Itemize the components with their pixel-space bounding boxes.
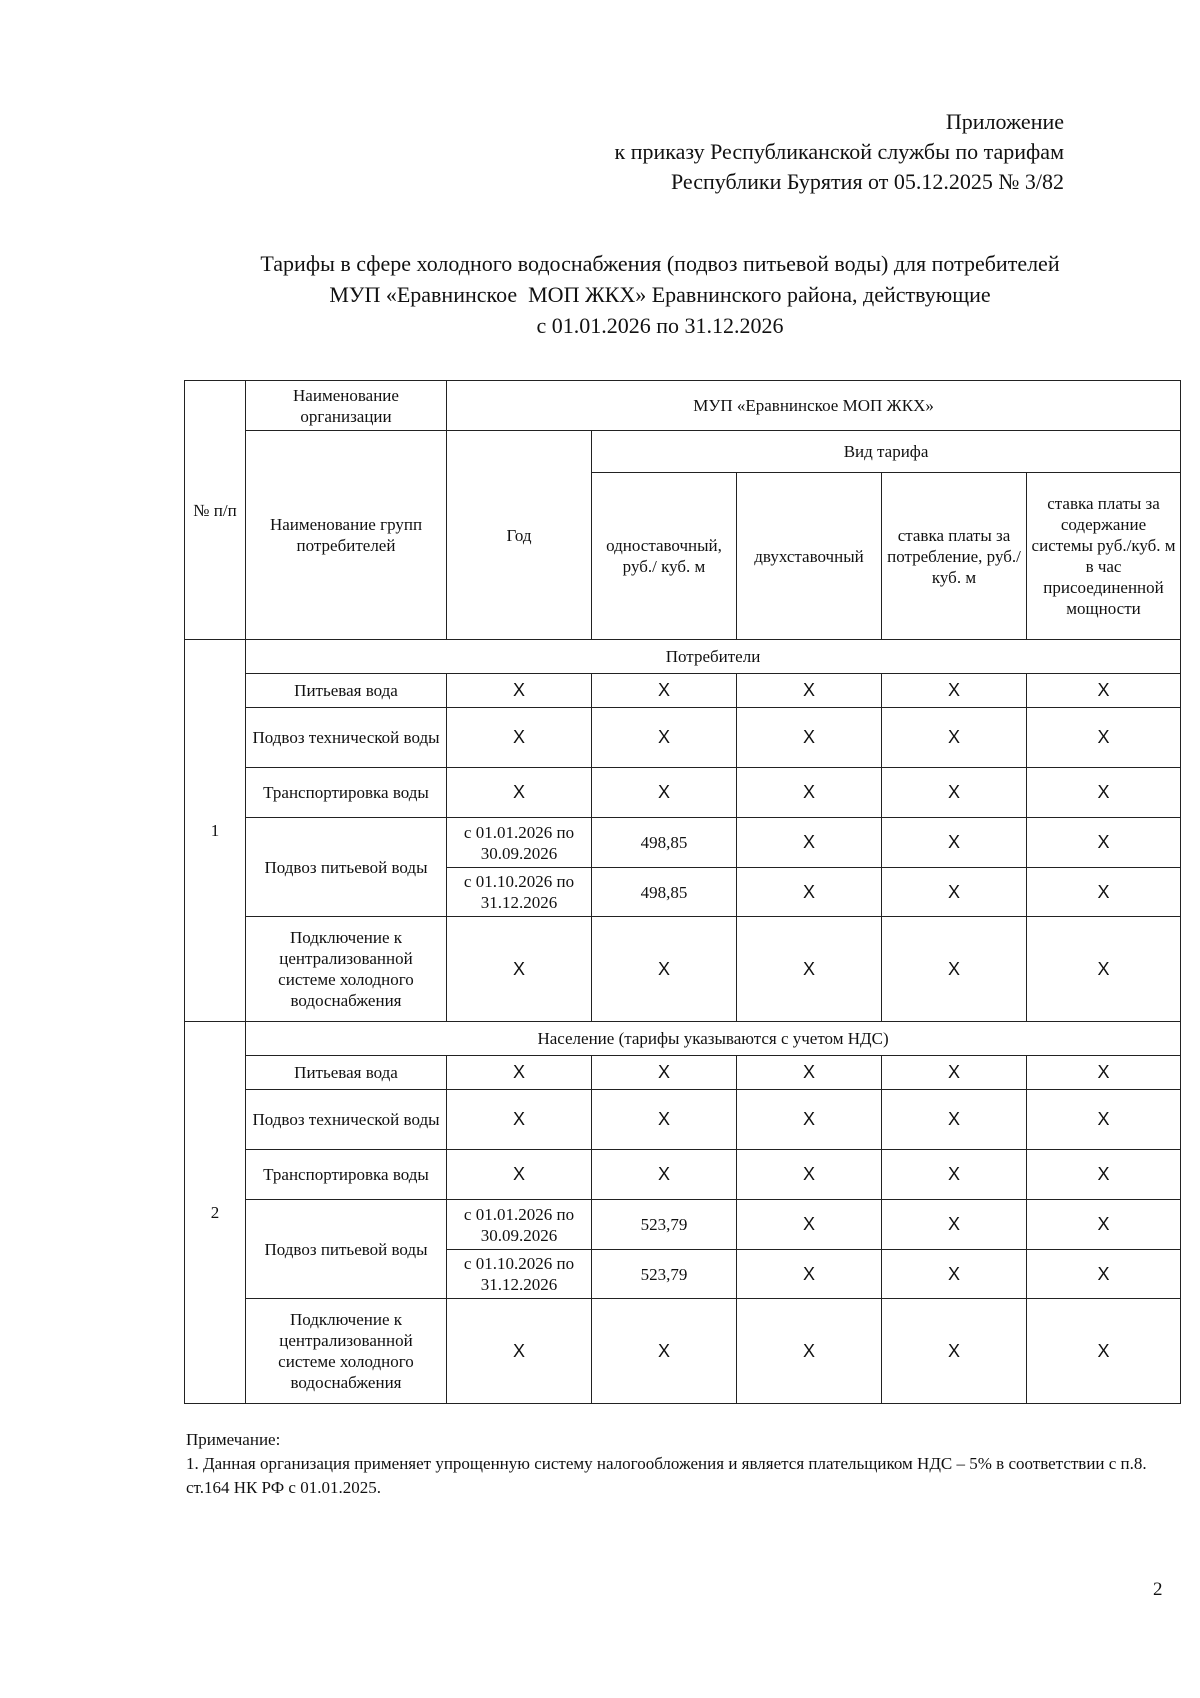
appendix-line-2: к приказу Республиканской службы по тарифам <box>614 139 1064 164</box>
title-line-1: Тарифы в сфере холодного водоснабжения (подвоз питьевой воды) для потребителей <box>260 251 1060 276</box>
value-cell: X <box>447 708 592 768</box>
value-cell: X <box>447 1299 592 1404</box>
value-cell: X <box>1027 708 1181 768</box>
value-cell: X <box>882 768 1027 818</box>
value-cell: X <box>592 1299 737 1404</box>
value-cell: X <box>737 708 882 768</box>
section-title-row <box>185 1022 1181 1056</box>
tariff-table <box>184 380 1181 1404</box>
consumer-group-name: Подвоз технической воды <box>246 1090 447 1150</box>
consumer-group-name: Подключение к централизованной системе холодного водоснабжения <box>246 1299 447 1404</box>
section-title-row <box>185 640 1181 674</box>
tariff-col-single-rate: одноставочный, руб./ куб. м <box>592 473 737 640</box>
value-cell: X <box>882 818 1027 868</box>
year-label: Год <box>447 431 592 640</box>
period-cell: с 01.10.2026 по 31.12.2026 <box>447 868 592 917</box>
value-cell: X <box>882 868 1027 917</box>
consumer-group-name: Транспортировка воды <box>246 768 447 818</box>
value-cell: X <box>447 674 592 708</box>
value-cell: X <box>882 1090 1027 1150</box>
appendix-line-3: Республики Бурятия от 05.12.2025 № 3/82 <box>670 169 1064 194</box>
value-cell: X <box>592 1056 737 1090</box>
value-cell: X <box>1027 868 1181 917</box>
value-cell: X <box>882 1200 1027 1250</box>
value-cell: X <box>592 1150 737 1200</box>
value-cell: X <box>1027 674 1181 708</box>
value-cell: X <box>737 1150 882 1200</box>
tariff-col-maintenance-rate: ставка платы за содержание системы руб./куб. м в час присоединенной мощности <box>1027 473 1181 640</box>
section-title: Потребители <box>246 640 1181 674</box>
value-cell: X <box>447 1150 592 1200</box>
value-cell: X <box>737 674 882 708</box>
consumer-group-name: Питьевая вода <box>246 1056 447 1090</box>
groups-label: Наименование групп потребителей <box>246 431 447 640</box>
value-cell: X <box>592 768 737 818</box>
value-cell: X <box>882 1299 1027 1404</box>
value-cell: X <box>447 1056 592 1090</box>
table-row <box>185 708 1181 768</box>
value-cell: X <box>1027 1090 1181 1150</box>
value-cell: X <box>1027 818 1181 868</box>
value-cell: 523,79 <box>592 1200 737 1250</box>
tariff-col-two-rate: двухставочный <box>737 473 882 640</box>
consumer-group-name: Подвоз технической воды <box>246 708 447 768</box>
document-title <box>180 248 1140 341</box>
value-cell: X <box>737 1090 882 1150</box>
page-number: 2 <box>1153 1579 1163 1600</box>
consumer-group-name: Подвоз питьевой воды <box>246 1200 447 1299</box>
value-cell: X <box>737 1299 882 1404</box>
section-title: Население (тарифы указываются с учетом НДС) <box>246 1022 1181 1056</box>
value-cell: 498,85 <box>592 868 737 917</box>
value-cell: X <box>737 1200 882 1250</box>
value-cell: X <box>737 917 882 1022</box>
table-row <box>185 674 1181 708</box>
value-cell: X <box>592 1090 737 1150</box>
period-cell: с 01.01.2026 по 30.09.2026 <box>447 1200 592 1250</box>
period-cell: с 01.10.2026 по 31.12.2026 <box>447 1250 592 1299</box>
org-name: МУП «Еравнинское МОП ЖКХ» <box>447 381 1181 431</box>
value-cell: X <box>1027 917 1181 1022</box>
table-row <box>185 818 1181 868</box>
value-cell: X <box>882 1150 1027 1200</box>
consumer-group-name: Подключение к централизованной системе холодного водоснабжения <box>246 917 447 1022</box>
value-cell: X <box>1027 1056 1181 1090</box>
table-row <box>185 917 1181 1022</box>
value-cell: X <box>592 674 737 708</box>
value-cell: X <box>447 1090 592 1150</box>
value-cell: X <box>592 917 737 1022</box>
note-heading: Примечание: <box>186 1430 281 1449</box>
value-cell: X <box>882 708 1027 768</box>
value-cell: X <box>737 768 882 818</box>
value-cell: X <box>737 1056 882 1090</box>
value-cell: X <box>1027 1150 1181 1200</box>
table-row <box>185 1150 1181 1200</box>
table-row <box>185 768 1181 818</box>
value-cell: X <box>737 818 882 868</box>
table-row <box>185 1056 1181 1090</box>
table-row <box>185 1090 1181 1150</box>
title-line-3: с 01.01.2026 по 31.12.2026 <box>536 313 784 338</box>
value-cell: X <box>1027 1250 1181 1299</box>
period-cell: с 01.01.2026 по 30.09.2026 <box>447 818 592 868</box>
value-cell: X <box>882 674 1027 708</box>
table-row <box>185 1200 1181 1250</box>
value-cell: X <box>447 917 592 1022</box>
value-cell: 523,79 <box>592 1250 737 1299</box>
value-cell: X <box>737 868 882 917</box>
consumer-group-name: Подвоз питьевой воды <box>246 818 447 917</box>
table-row <box>185 1299 1181 1404</box>
value-cell: X <box>882 1056 1027 1090</box>
value-cell: X <box>447 768 592 818</box>
value-cell: X <box>1027 1299 1181 1404</box>
col-number-header: № п/п <box>185 381 246 640</box>
value-cell: X <box>882 1250 1027 1299</box>
appendix-line-1: Приложение <box>945 109 1064 134</box>
value-cell: X <box>592 708 737 768</box>
value-cell: X <box>1027 1200 1181 1250</box>
value-cell: 498,85 <box>592 818 737 868</box>
title-line-2: МУП «Еравнинское МОП ЖКХ» Еравнинского района, действующие <box>329 282 991 307</box>
section-number: 2 <box>185 1022 246 1404</box>
value-cell: X <box>737 1250 882 1299</box>
tariff-col-consumption-rate: ставка платы за потребление, руб./ куб. м <box>882 473 1027 640</box>
tariff-type-label: Вид тарифа <box>592 431 1181 473</box>
value-cell: X <box>882 917 1027 1022</box>
note-text: 1. Данная организация применяет упрощенную систему налогообложения и является плательщиком НДС – 5% в соответствии с п.8. ст.164 НК РФ с 01.01.2025. <box>186 1454 1147 1497</box>
appendix-header <box>615 107 1064 197</box>
note <box>186 1428 1176 1500</box>
consumer-group-name: Транспортировка воды <box>246 1150 447 1200</box>
value-cell: X <box>1027 768 1181 818</box>
section-number: 1 <box>185 640 246 1022</box>
consumer-group-name: Питьевая вода <box>246 674 447 708</box>
org-label: Наименование организации <box>246 381 447 431</box>
